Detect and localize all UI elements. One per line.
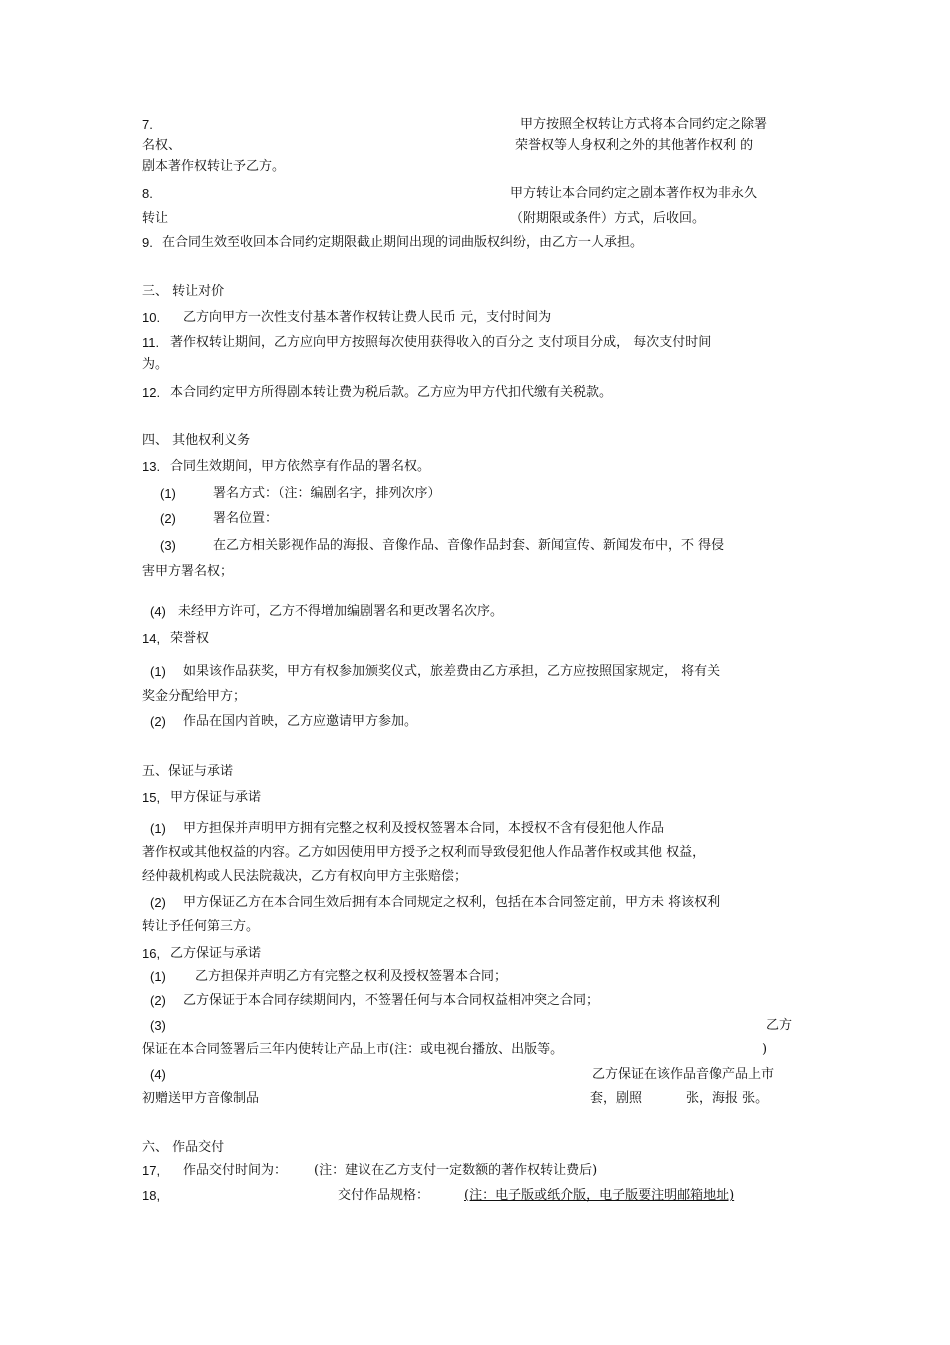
item-16-1-text: 乙方担保并声明乙方有完整之权利及授权签署本合同； [195, 969, 508, 984]
clause-8-line2-right: （附期限或条件）方式，后收回。 [510, 211, 706, 226]
clause-17-text: 作品交付时间为： [183, 1163, 288, 1178]
item-14-1-text: 如果该作品获奖，甲方有权参加颁奖仪式，旅差费由乙方承担，乙方应按照国家规定， 将有关 [183, 664, 721, 679]
clause-7-line2-left: 名权、 [142, 138, 182, 153]
section-5-heading: 五、保证与承诺 [142, 764, 234, 779]
item-16-4-number: (4) [150, 1067, 166, 1082]
clause-18-note: (注：电子版或纸介版，电子版要注明邮箱地址) [464, 1188, 735, 1203]
item-13-1-text: 署名方式：（注：编剧名字，排列次序） [213, 486, 441, 501]
clause-11-number: 11. [142, 335, 160, 350]
section-3-heading: 三、 转让对价 [142, 284, 225, 299]
item-13-2-number: (2) [160, 511, 176, 526]
item-14-1-line2: 奖金分配给甲方； [142, 689, 247, 704]
clause-18-number: 18, [142, 1188, 161, 1203]
item-14-2-text: 作品在国内首映，乙方应邀请甲方参加。 [183, 714, 418, 729]
item-16-4-line2-mid: 套，剧照 [590, 1091, 643, 1106]
clause-13-text: 合同生效期间，甲方依然享有作品的署名权。 [170, 459, 431, 474]
item-16-3-line2-end: ) [762, 1042, 768, 1057]
clause-10-number: 10. [142, 310, 161, 325]
clause-14-number: 14, [142, 631, 161, 646]
section-4-heading: 四、 其他权利义务 [142, 433, 251, 448]
item-16-2-text: 乙方保证于本合同存续期间内，不签署任何与本合同权益相冲突之合同； [183, 993, 600, 1008]
item-15-1-line2: 著作权或其他权益的内容。乙方如因使用甲方授予之权利而导致侵犯他人作品著作权或其他 权益， [142, 845, 706, 860]
item-13-3-number: (3) [160, 538, 176, 553]
clause-12-number: 12. [142, 385, 161, 400]
clause-11-line2: 为。 [142, 357, 169, 372]
item-15-2-line2: 转让予任何第三方。 [142, 919, 260, 934]
item-13-2-text: 署名位置： [213, 511, 279, 526]
clause-15-number: 15, [142, 790, 161, 805]
item-16-1-number: (1) [150, 969, 166, 984]
item-16-4-line2-right: 张，海报 张。 [686, 1091, 769, 1106]
item-13-4-number: (4) [150, 604, 166, 619]
item-15-2-text: 甲方保证乙方在本合同生效后拥有本合同规定之权利，包括在本合同签定前，甲方未 将该权利 [183, 895, 721, 910]
clause-11-text: 著作权转让期间，乙方应向甲方按照每次使用获得收入的百分之 支付项目分成， 每次支付时间 [170, 335, 712, 350]
item-15-1-text: 甲方担保并声明甲方拥有完整之权利及授权签署本合同，本授权不含有侵犯他人作品 [183, 821, 665, 836]
clause-10-text: 乙方向甲方一次性支付基本著作权转让费人民币 元，支付时间为 [183, 310, 552, 325]
section-6-heading: 六、 作品交付 [142, 1140, 225, 1155]
clause-8-number: 8. [142, 186, 153, 201]
item-16-4-line2-left: 初赠送甲方音像制品 [142, 1091, 260, 1106]
clause-8-text: 甲方转让本合同约定之剧本著作权为非永久 [510, 186, 758, 201]
clause-8-line2-left: 转让 [142, 211, 169, 226]
clause-17-number: 17, [142, 1163, 161, 1178]
clause-16-text: 乙方保证与承诺 [170, 946, 262, 961]
item-14-2-number: (2) [150, 714, 166, 729]
clause-7-line2-right: 荣誉权等人身权利之外的其他著作权利 的 [515, 138, 754, 153]
item-15-2-number: (2) [150, 895, 166, 910]
item-15-1-line3: 经仲裁机构或人民法院裁决，乙方有权向甲方主张赔偿； [142, 869, 468, 884]
item-16-3-number: (3) [150, 1018, 166, 1033]
clause-15-text: 甲方保证与承诺 [170, 790, 262, 805]
item-16-3-line2: 保证在本合同签署后三年内使转让产品上市(注：或电视台播放、出版等。 [142, 1042, 564, 1057]
clause-7-text: 甲方按照全权转让方式将本合同约定之除署 [520, 117, 768, 132]
clause-7-number: 7. [142, 117, 153, 132]
item-16-4-text: 乙方保证在该作品音像产品上市 [592, 1067, 775, 1082]
clause-12-text: 本合同约定甲方所得剧本转让费为税后款。乙方应为甲方代扣代缴有关税款。 [170, 385, 613, 400]
item-16-3-text: 乙方 [766, 1018, 793, 1033]
item-15-1-number: (1) [150, 821, 166, 836]
clause-16-number: 16, [142, 946, 161, 961]
item-16-2-number: (2) [150, 993, 166, 1008]
clause-9-text: 在合同生效至收回本合同约定期限截止期间出现的词曲版权纠纷，由乙方一人承担。 [162, 235, 644, 250]
clause-17-note: (注：建议在乙方支付一定数额的著作权转让费后) [314, 1163, 598, 1178]
clause-7-line3: 剧本著作权转让予乙方。 [142, 159, 286, 174]
clause-14-text: 荣誉权 [170, 631, 210, 646]
item-14-1-number: (1) [150, 664, 166, 679]
clause-9-number: 9. [142, 235, 153, 250]
item-13-4-text: 未经甲方许可，乙方不得增加编剧署名和更改署名次序。 [178, 604, 504, 619]
item-13-3-line2: 害甲方署名权； [142, 564, 234, 579]
clause-18-text: 交付作品规格： [338, 1188, 430, 1203]
clause-13-number: 13. [142, 459, 161, 474]
item-13-1-number: (1) [160, 486, 176, 501]
item-13-3-text: 在乙方相关影视作品的海报、音像作品、音像作品封套、新闻宣传、新闻发布中，不 得侵 [213, 538, 725, 553]
